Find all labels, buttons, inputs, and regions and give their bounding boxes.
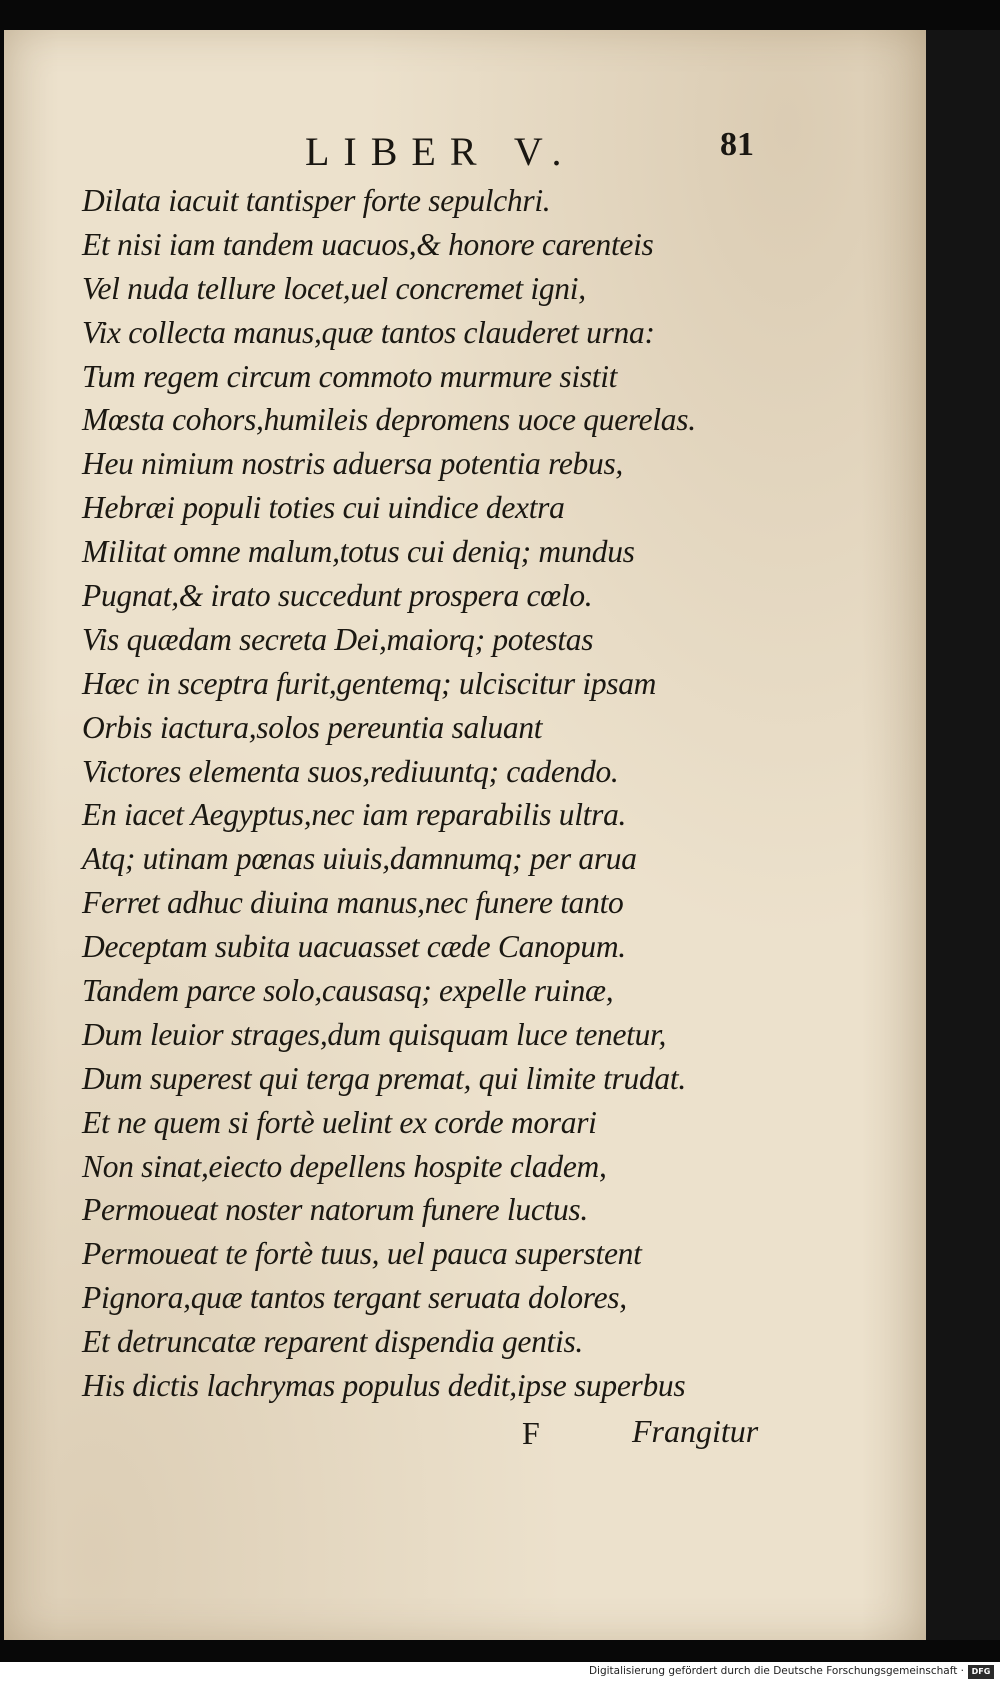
verse-line: Vix collecta manus,quæ tantos clauderet urna: — [82, 314, 655, 350]
verse-line: Non sinat,eiecto depellens hospite cladem, — [82, 1148, 607, 1184]
verse-text — [82, 179, 782, 1408]
verse-line: Dum leuior strages,dum quisquam luce tenetur, — [82, 1016, 667, 1052]
verse-line: Heu nimium nostris aduersa potentia rebus, — [82, 446, 623, 482]
verse-line: Pugnat,& irato succedunt prospera cœlo. — [82, 578, 593, 614]
verse-line: Permoueat noster natorum funere luctus. — [82, 1192, 588, 1228]
verse-line: Tum regem circum commoto murmure sistit — [82, 358, 618, 394]
dfg-logo: DFG — [968, 1665, 994, 1679]
verse-line: Et ne quem si fortè uelint ex corde morari — [82, 1104, 597, 1140]
verse-line: His dictis lachrymas populus dedit,ipse superbus — [82, 1368, 686, 1404]
verse-line: Tandem parce solo,causasq; expelle ruinæ, — [82, 973, 614, 1009]
folio-number: 81 — [720, 126, 754, 163]
footer-credit: Digitalisierung gefördert durch die Deutsche Forschungsgemeinschaft · — [588, 1665, 964, 1677]
verse-line: Vis quædam secreta Dei,maiorq; potestas — [82, 621, 594, 657]
verse-line: Deceptam subita uacuasset cæde Canopum. — [82, 929, 626, 965]
verse-line: Dilata iacuit tantisper forte sepulchri. — [82, 183, 551, 218]
footer-bar — [0, 1662, 1000, 1684]
verse-line: Orbis iactura,solos pereuntia saluant — [82, 709, 543, 745]
verse-line: Atq; utinam pœnas uiuis,damnumq; per arua — [82, 841, 637, 877]
signature-mark: F — [522, 1415, 540, 1451]
page-edge-shadow — [926, 30, 1000, 1640]
catchword: Frangitur — [632, 1413, 759, 1449]
verse-line: En iacet Aegyptus,nec iam reparabilis ultra. — [82, 797, 627, 833]
verse-line: Pignora,quæ tantos tergant seruata dolores, — [82, 1280, 627, 1316]
running-head: LIBER V. — [305, 129, 576, 174]
verse-line: Victores elementa suos,rediuuntq; cadendo. — [82, 753, 619, 789]
verse-line: Hæc in sceptra furit,gentemq; ulciscitur ipsam — [82, 665, 657, 701]
verse-line: Ferret adhuc diuina manus,nec funere tanto — [82, 885, 624, 921]
verse-line: Et nisi iam tandem uacuos,& honore carenteis — [82, 226, 654, 262]
verse-line: Hebræi populi toties cui uindice dextra — [82, 490, 565, 526]
verse-line: Mœsta cohors,humileis depromens uoce querelas. — [82, 402, 696, 438]
verse-line: Dum superest qui terga premat, qui limite trudat. — [82, 1060, 686, 1096]
verse-line: Permoueat te fortè tuus, uel pauca superstent — [82, 1236, 642, 1272]
verse-line: Militat omne malum,totus cui deniq; mundus — [82, 534, 635, 570]
verse-line: Vel nuda tellure locet,uel concremet igni, — [82, 270, 586, 306]
verse-line: Et detruncatæ reparent dispendia gentis. — [82, 1324, 583, 1360]
